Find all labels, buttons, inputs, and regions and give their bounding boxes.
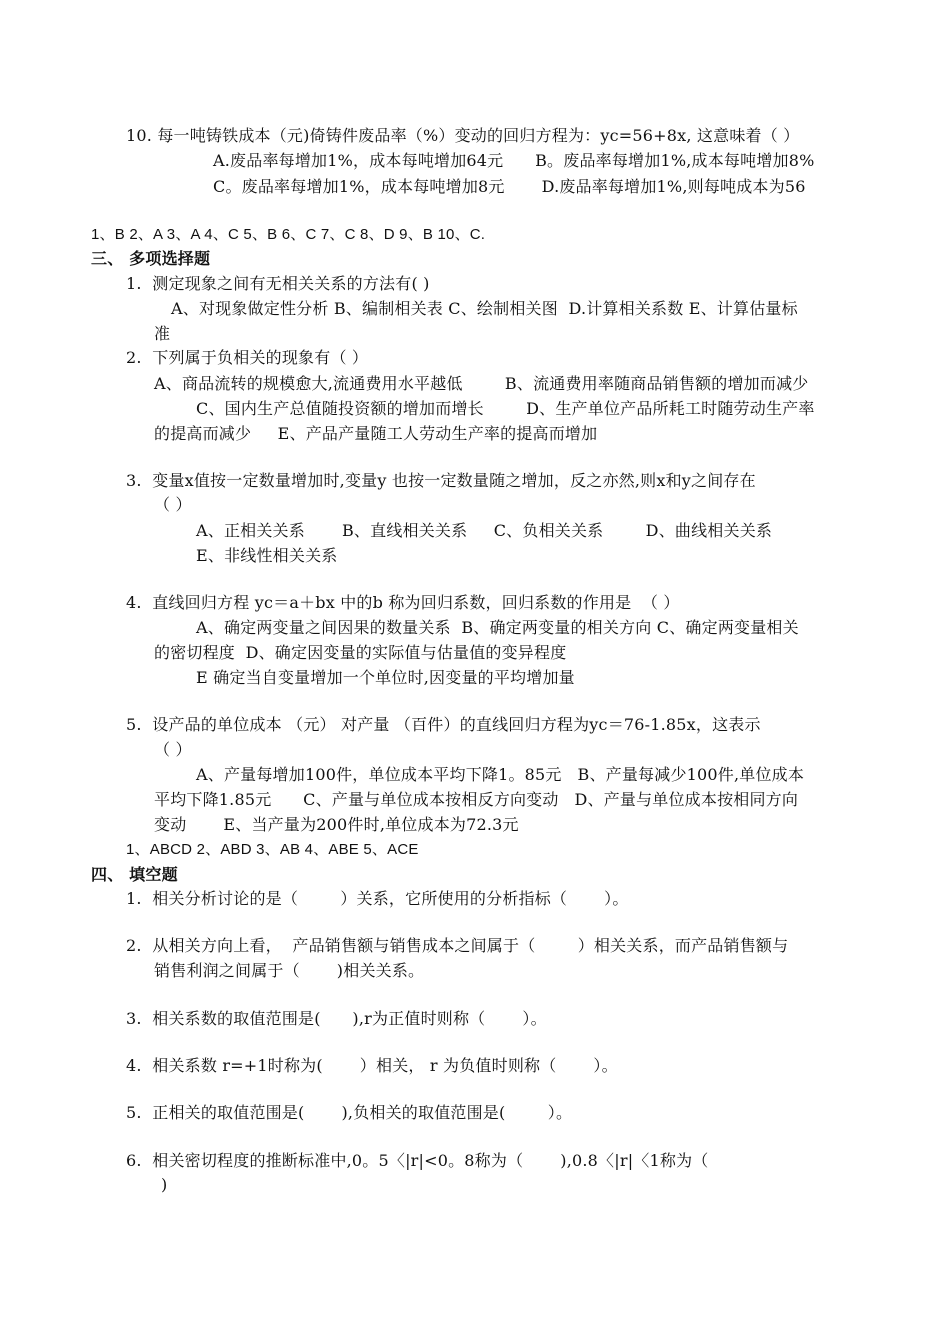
q10-options-cd: C。废品率每增加1%，成本每吨增加8元 D.废品率每增加1%,则每吨成本为56 xyxy=(213,177,806,196)
mc-q1-options: A、对现象做定性分析 B、编制相关表 C、绘制相关图 D.计算相关系数 E、计算估量标 xyxy=(171,299,798,318)
section-heading-multiple-choice: 三、 多项选择题 xyxy=(91,249,211,268)
mc-q5-options-l2: 平均下降1.85元 C、产量与单位成本按相反方向变动 D、产量与单位成本按相同方向 xyxy=(154,790,799,809)
mc-q4-stem: 4. 直线回归方程 yc＝a＋bx 中的b 称为回归系数，回归系数的作用是 （ ） xyxy=(126,593,680,612)
mc-q5-options-l1: A、产量每增加100件，单位成本平均下降1。85元 B、产量每减少100件,单位成本 xyxy=(196,765,805,784)
fill-q6-l1: 6. 相关密切程度的推断标准中,0。5〈|r|<0。8称为（ ),0.8〈|r|〈1称为（ xyxy=(126,1151,709,1170)
section-heading-fill-in: 四、 填空题 xyxy=(91,865,178,884)
q10-options-ab: A.废品率每增加1%，成本每吨增加64元 B。废品率每增加1%,成本每吨增加8% xyxy=(213,151,815,170)
mc-q2-options-l2: C、国内生产总值随投资额的增加而增长 D、生产单位产品所耗工时随劳动生产率 xyxy=(196,399,815,418)
fill-q2-l1: 2. 从相关方向上看， 产品销售额与销售成本之间属于（ ）相关关系，而产品销售额与 xyxy=(126,936,789,955)
mc-q2-options-l1: A、商品流转的规模愈大,流通费用水平越低 B、流通费用率随商品销售额的增加而减少 xyxy=(154,374,809,393)
mc-q3-stem: 3. 变量x值按一定数量增加时,变量y 也按一定数量随之增加，反之亦然,则x和y之间存在 xyxy=(126,471,756,490)
multiple-choice-answers: 1、ABCD 2、ABD 3、AB 4、ABE 5、ACE xyxy=(126,841,419,858)
single-choice-answers: 1、B 2、A 3、A 4、C 5、B 6、C 7、C 8、D 9、B 10、C. xyxy=(91,226,486,243)
fill-q6-l2: ) xyxy=(161,1175,168,1194)
mc-q2-options-l3: 的提高而减少 E、产品产量随工人劳动生产率的提高而增加 xyxy=(154,424,598,443)
fill-q1: 1. 相关分析讨论的是（ ）关系，它所使用的分析指标（ ）。 xyxy=(126,889,629,908)
fill-q3: 3. 相关系数的取值范围是( ),r为正值时则称（ ）。 xyxy=(126,1009,547,1028)
mc-q4-options-l1: A、确定两变量之间因果的数量关系 B、确定两变量的相关方向 C、确定两变量相关 xyxy=(196,618,799,637)
fill-q5: 5. 正相关的取值范围是( ),负相关的取值范围是( ）。 xyxy=(126,1103,573,1122)
mc-q5-stem: 5. 设产品的单位成本 （元） 对产量 （百件）的直线回归方程为yc＝76-1.85x，这表示 xyxy=(126,715,761,734)
q10-stem: 10. 每一吨铸铁成本（元)倚铸件废品率（%）变动的回归方程为：yc=56+8x, 这意味着（ ） xyxy=(126,126,800,145)
mc-q5-options-l3: 变动 E、当产量为200件时,单位成本为72.3元 xyxy=(154,815,519,834)
fill-q4: 4. 相关系数 r=+1时称为( ）相关， r 为负值时则称（ ）。 xyxy=(126,1056,618,1075)
mc-q3-options-l1: A、正相关关系 B、直线相关关系 C、负相关关系 D、曲线相关关系 xyxy=(196,521,773,540)
mc-q4-options-l3: E 确定当自变量增加一个单位时,因变量的平均增加量 xyxy=(196,668,575,687)
mc-q3-options-l2: E、非线性相关关系 xyxy=(196,546,338,565)
mc-q2-stem: 2. 下列属于负相关的现象有（ ） xyxy=(126,348,369,367)
mc-q1-stem: 1. 测定现象之间有无相关关系的方法有( ) xyxy=(126,274,430,293)
mc-q4-options-l2: 的密切程度 D、确定因变量的实际值与估量值的变异程度 xyxy=(154,643,567,662)
mc-q5-paren: （ ） xyxy=(154,740,192,759)
mc-q1-options-cont: 准 xyxy=(154,324,171,343)
mc-q3-paren: （ ） xyxy=(154,495,192,514)
fill-q2-l2: 销售利润之间属于（ )相关关系。 xyxy=(154,961,425,980)
